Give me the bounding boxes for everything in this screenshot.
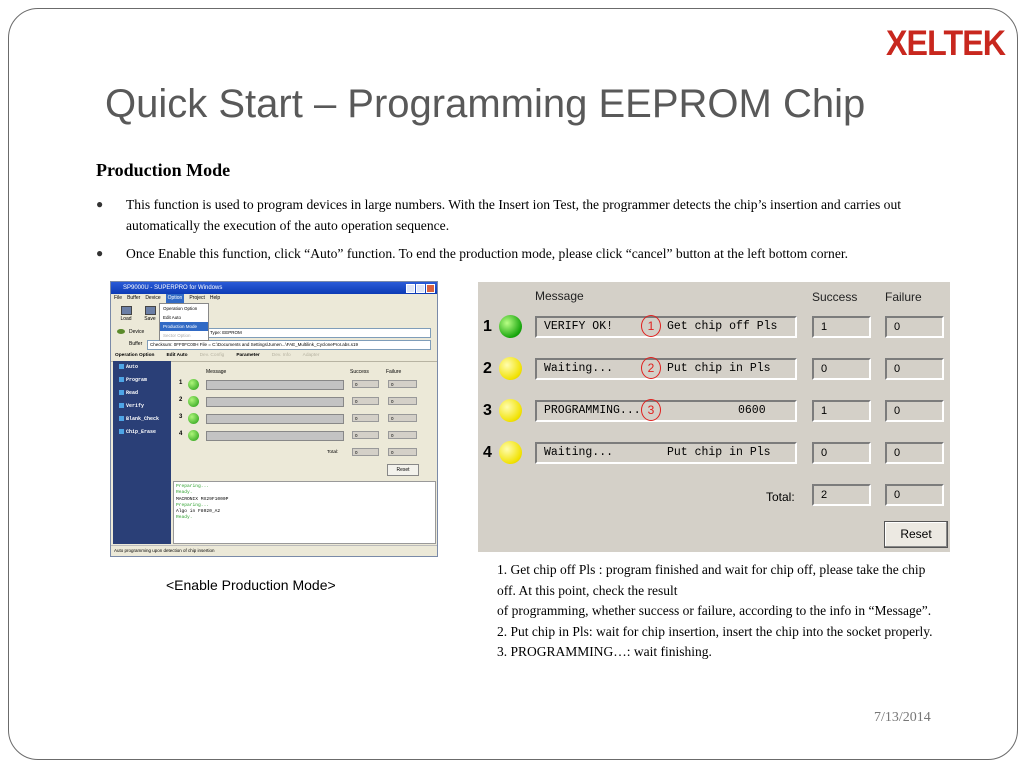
log-line: MACRONIX MX29F1000P bbox=[176, 496, 229, 502]
success-count: 0 bbox=[812, 442, 871, 464]
reset-button: Reset bbox=[884, 521, 948, 548]
site-number: 1 bbox=[179, 380, 183, 386]
failure-count: 0 bbox=[388, 431, 417, 439]
log-panel bbox=[173, 481, 436, 544]
load-tool bbox=[119, 306, 133, 326]
status-bar: Auto programming upon detection of chip insertion bbox=[111, 545, 437, 556]
menu-device: Device bbox=[145, 295, 161, 301]
maximize-icon bbox=[416, 284, 425, 293]
message-box bbox=[535, 442, 797, 464]
tab-dev-config: Dev. Config bbox=[199, 353, 225, 358]
close-icon bbox=[426, 284, 435, 293]
callout-notes bbox=[497, 560, 937, 663]
dropdown-item: Edit Auto bbox=[163, 315, 182, 320]
note-line: 2. Put chip in Pls: wait for chip insertion, insert the chip into the socket properly. bbox=[497, 623, 933, 639]
total-failure: 0 bbox=[388, 448, 417, 456]
menu-help: Help bbox=[209, 295, 221, 301]
site-number: 3 bbox=[483, 402, 492, 419]
total-success: 0 bbox=[352, 448, 379, 456]
yellow-led-icon bbox=[499, 441, 522, 464]
message-box bbox=[206, 414, 344, 424]
failure-count: 0 bbox=[885, 442, 944, 464]
message-header: Message bbox=[535, 289, 584, 303]
total-label: Total: bbox=[327, 450, 339, 455]
total-failure: 0 bbox=[885, 484, 944, 506]
screenshot-caption: <Enable Production Mode> bbox=[166, 577, 336, 593]
green-led-icon bbox=[499, 315, 522, 338]
xeltek-logo: XELTEK bbox=[886, 24, 1006, 63]
failure-count: 0 bbox=[388, 397, 417, 405]
sidebar-item-chip-erase: Chip_Erase bbox=[113, 426, 171, 439]
tool-label: Load bbox=[120, 316, 132, 322]
site-row bbox=[478, 356, 950, 386]
menu-option: Option bbox=[167, 295, 183, 301]
menu-bar bbox=[111, 294, 437, 303]
sidebar-item-program: Program bbox=[113, 374, 171, 387]
superpro-screenshot bbox=[110, 281, 438, 557]
failure-count: 0 bbox=[885, 316, 944, 338]
log-line: Preparing... bbox=[176, 484, 210, 489]
menu-buffer: Buffer bbox=[127, 295, 141, 301]
device-field: Type: EEPROM bbox=[207, 328, 431, 338]
success-count: 0 bbox=[812, 358, 871, 380]
site-number: 4 bbox=[483, 444, 492, 461]
tab-edit-auto: Edit Auto bbox=[166, 353, 188, 358]
note-line: of programming, whether success or failure, according to the info in “Message”. bbox=[497, 603, 932, 619]
success-header: Success bbox=[812, 290, 858, 304]
folder-icon bbox=[121, 306, 132, 315]
site-row bbox=[478, 440, 950, 470]
message-box bbox=[206, 397, 344, 407]
callout-number: 1 bbox=[641, 315, 661, 337]
save-tool bbox=[143, 306, 157, 326]
status-led-icon bbox=[188, 413, 199, 424]
tab-dev-info: Dev. Info bbox=[271, 353, 291, 358]
failure-count: 0 bbox=[388, 380, 417, 388]
device-label: Device bbox=[129, 329, 145, 335]
tool-label: Save bbox=[144, 316, 156, 322]
success-count: 0 bbox=[352, 431, 379, 439]
window-title: SP9000U - SUPERPRO for Windows bbox=[123, 285, 223, 291]
production-status-panel bbox=[478, 282, 950, 552]
message-text: VERIFY OK! bbox=[544, 320, 614, 333]
bullet-text: This function is used to program devices in large numbers. With the Insert ion Test, the programmer detects the chip’s insertion and carries out automatically the execution of the auto operation sequence. bbox=[126, 197, 902, 233]
message-detail: Put chip in Pls bbox=[667, 446, 771, 459]
message-text: Waiting... bbox=[544, 446, 614, 459]
message-box bbox=[206, 431, 344, 441]
slide-title: Quick Start – Programming EEPROM Chip bbox=[105, 82, 866, 126]
message-box bbox=[535, 400, 797, 422]
success-count: 0 bbox=[352, 414, 379, 422]
site-row bbox=[478, 314, 950, 344]
bullet-dot-icon: ● bbox=[96, 197, 104, 211]
log-line: Ready. bbox=[176, 515, 193, 521]
site-row bbox=[478, 398, 950, 428]
message-text: Waiting... bbox=[544, 362, 614, 375]
dropdown-item: Operation Option bbox=[163, 306, 198, 311]
reset-button: Reset bbox=[387, 464, 419, 476]
callout-number: 3 bbox=[641, 399, 661, 421]
message-detail: Get chip off Pls bbox=[667, 320, 778, 333]
total-success: 2 bbox=[812, 484, 871, 506]
sidebar-item-verify: Verify bbox=[113, 400, 171, 413]
note-line: 1. Get chip off Pls : program finished and wait for chip off, please take the chip off. At this point, check the result bbox=[497, 562, 926, 598]
bullet-text: Once Enable this function, click “Auto” function. To end the production mode, please click “cancel” button at the left bottom corner. bbox=[126, 246, 849, 261]
total-label: Total: bbox=[766, 490, 795, 504]
callout-number: 2 bbox=[641, 357, 661, 379]
log-line: Preparing... bbox=[176, 502, 210, 508]
site-number: 2 bbox=[179, 397, 183, 403]
sidebar-item-read: Read bbox=[113, 387, 171, 400]
bullet-dot-icon: ● bbox=[96, 246, 104, 260]
sidebar-item-auto: Auto bbox=[113, 361, 171, 374]
tab-parameter: Parameter bbox=[236, 353, 260, 358]
section-heading: Production Mode bbox=[96, 160, 231, 180]
message-detail: Put chip in Pls bbox=[667, 362, 771, 375]
eye-icon bbox=[117, 329, 125, 334]
note-line: 3. PROGRAMMING…: wait finishing. bbox=[497, 644, 712, 660]
option-dropdown bbox=[159, 303, 209, 341]
failure-header: Failure bbox=[885, 290, 922, 304]
failure-count: 0 bbox=[885, 400, 944, 422]
success-count: 1 bbox=[812, 400, 871, 422]
tab-adapter: Adapter bbox=[302, 353, 320, 358]
success-count: 0 bbox=[352, 380, 379, 388]
site-number: 3 bbox=[179, 414, 183, 420]
status-led-icon bbox=[188, 379, 199, 390]
menu-file: File bbox=[114, 295, 123, 301]
site-number: 4 bbox=[179, 431, 183, 437]
success-count: 0 bbox=[352, 397, 379, 405]
buffer-label: Buffer bbox=[129, 341, 143, 347]
tab-operation-option: Operation Option bbox=[115, 353, 155, 358]
sidebar-item-blank-check: Blank_Check bbox=[113, 413, 171, 426]
disk-icon bbox=[145, 306, 156, 315]
failure-count: 0 bbox=[388, 414, 417, 422]
log-line: Ready. bbox=[176, 490, 193, 496]
operation-sidebar bbox=[113, 361, 171, 544]
status-led-icon bbox=[188, 396, 199, 407]
dropdown-item: Sector Option bbox=[163, 333, 191, 338]
message-header: Message bbox=[206, 369, 227, 375]
message-box bbox=[535, 316, 797, 338]
yellow-led-icon bbox=[499, 357, 522, 380]
dropdown-item-production-mode: Production Mode bbox=[160, 322, 208, 331]
message-detail: 0600 bbox=[738, 404, 766, 417]
failure-count: 0 bbox=[885, 358, 944, 380]
message-box bbox=[535, 358, 797, 380]
menu-project: Project bbox=[189, 295, 205, 301]
success-count: 1 bbox=[812, 316, 871, 338]
failure-header: Failure bbox=[386, 369, 402, 375]
yellow-led-icon bbox=[499, 399, 522, 422]
site-number: 1 bbox=[483, 318, 492, 335]
buffer-field: Checksum: 0FF0FC00H File = C:\Documents and Settings\Jumen...\FAE_Multilink_CycloneProI.abs.s19 bbox=[147, 340, 431, 350]
success-header: Success bbox=[350, 369, 369, 375]
status-area bbox=[173, 361, 437, 481]
message-text: PROGRAMMING... bbox=[544, 404, 641, 417]
status-led-icon bbox=[188, 430, 199, 441]
slide-date: 7/13/2014 bbox=[874, 710, 931, 725]
log-line: Algo in F8020_A2 bbox=[176, 509, 221, 515]
site-number: 2 bbox=[483, 360, 492, 377]
message-box bbox=[206, 380, 344, 390]
window-controls bbox=[406, 284, 435, 293]
window-titlebar bbox=[111, 282, 437, 294]
minimize-icon bbox=[406, 284, 415, 293]
